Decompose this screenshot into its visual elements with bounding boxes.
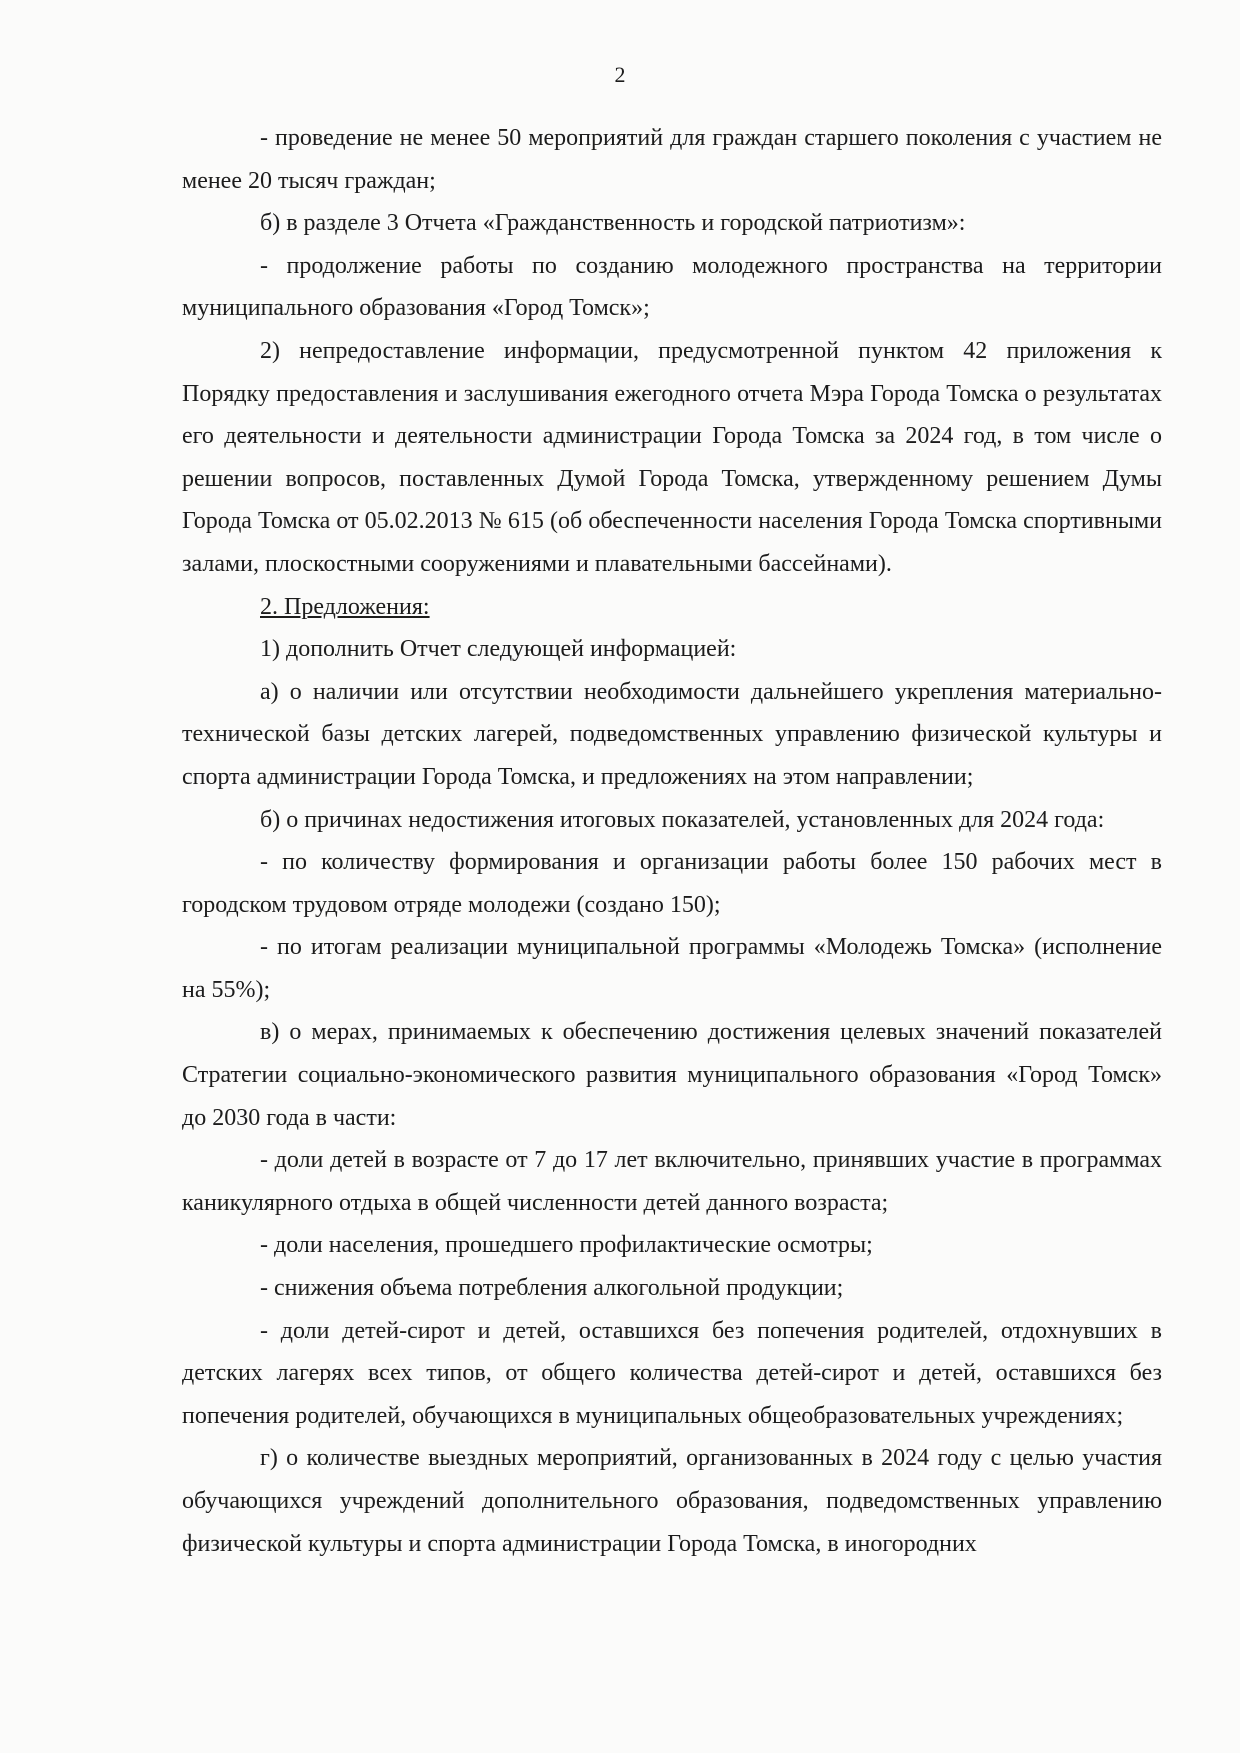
paragraph-checkups: - доли населения, прошедшего профилактические осмотры; — [260, 1232, 873, 1259]
paragraph-labor-squad: - по количеству формирования и организации работы более 150 рабочих мест в городском трудовом отряде молодежи (создано 150); — [182, 849, 1162, 918]
paragraph-orphans: - доли детей-сирот и детей, оставшихся без попечения родителей, отдохнувших в детских лагерях всех типов, от общего количества детей-сирот и детей, оставшихся без попечения родителей, обучающихся в муниципальных общеобразовательных учреждениях; — [182, 1317, 1162, 1429]
paragraph-reasons: б) о причинах недостижения итоговых показателей, установленных для 2024 года: — [260, 806, 1105, 833]
paragraph-non-provision: 2) непредоставление информации, предусмотренной пунктом 42 приложения к Порядку предоставления и заслушивания ежегодного отчета Мэра Города Томска о результатах его деятельности и деятельности администрации Города Томска за 2024 год, в том числе о решении вопросов, поставленных Думой Города Томска, утвержденному решением Думы Города Томска от 05.02.2013 № 615 (об обеспеченности населения Города Томска спортивными залами, плоскостными сооружениями и плавательными бассейнами). — [182, 337, 1162, 577]
paragraph-supplement-report: 1) дополнить Отчет следующей информацией: — [260, 636, 737, 663]
paragraph-camps-base: а) о наличии или отсутствии необходимости дальнейшего укрепления материально-технической базы детских лагерей, подведомственных управлению физической культуры и спорта администрации Города Томска, и предложениях на этом направлении; — [182, 678, 1162, 790]
paragraph-away-events: г) о количестве выездных мероприятий, организованных в 2024 году с целью участия обучающихся учреждений дополнительного образования, подведомственных управлению физической культуры и спорта администрации Города Томска, в иногородних — [182, 1445, 1162, 1557]
paragraph-section-3: б) в разделе 3 Отчета «Гражданственность и городской патриотизм»: — [260, 210, 966, 237]
document-body — [182, 117, 1162, 1565]
paragraph-strategy-measures: в) о мерах, принимаемых к обеспечению достижения целевых значений показателей Стратегии социально-экономического развития муниципального образования «Город Томск» до 2030 года в части: — [182, 1019, 1162, 1131]
paragraph-alcohol: - снижения объема потребления алкогольной продукции; — [260, 1275, 844, 1302]
paragraph-youth-program: - по итогам реализации муниципальной программы «Молодежь Томска» (исполнение на 55%); — [182, 934, 1162, 1003]
paragraph-youth-space: - продолжение работы по созданию молодежного пространства на территории муниципального образования «Город Томск»; — [182, 252, 1162, 322]
paragraph-children-share: - доли детей в возрасте от 7 до 17 лет включительно, принявших участие в программах каникулярного отдыха в общей численности детей данного возраста; — [182, 1147, 1162, 1216]
proposals-heading: 2. Предложения: — [260, 593, 430, 620]
page-number: 2 — [614, 62, 626, 87]
paragraph-senior-events: - проведение не менее 50 мероприятий для граждан старшего поколения с участием не менее 20 тысяч граждан; — [182, 125, 1162, 194]
